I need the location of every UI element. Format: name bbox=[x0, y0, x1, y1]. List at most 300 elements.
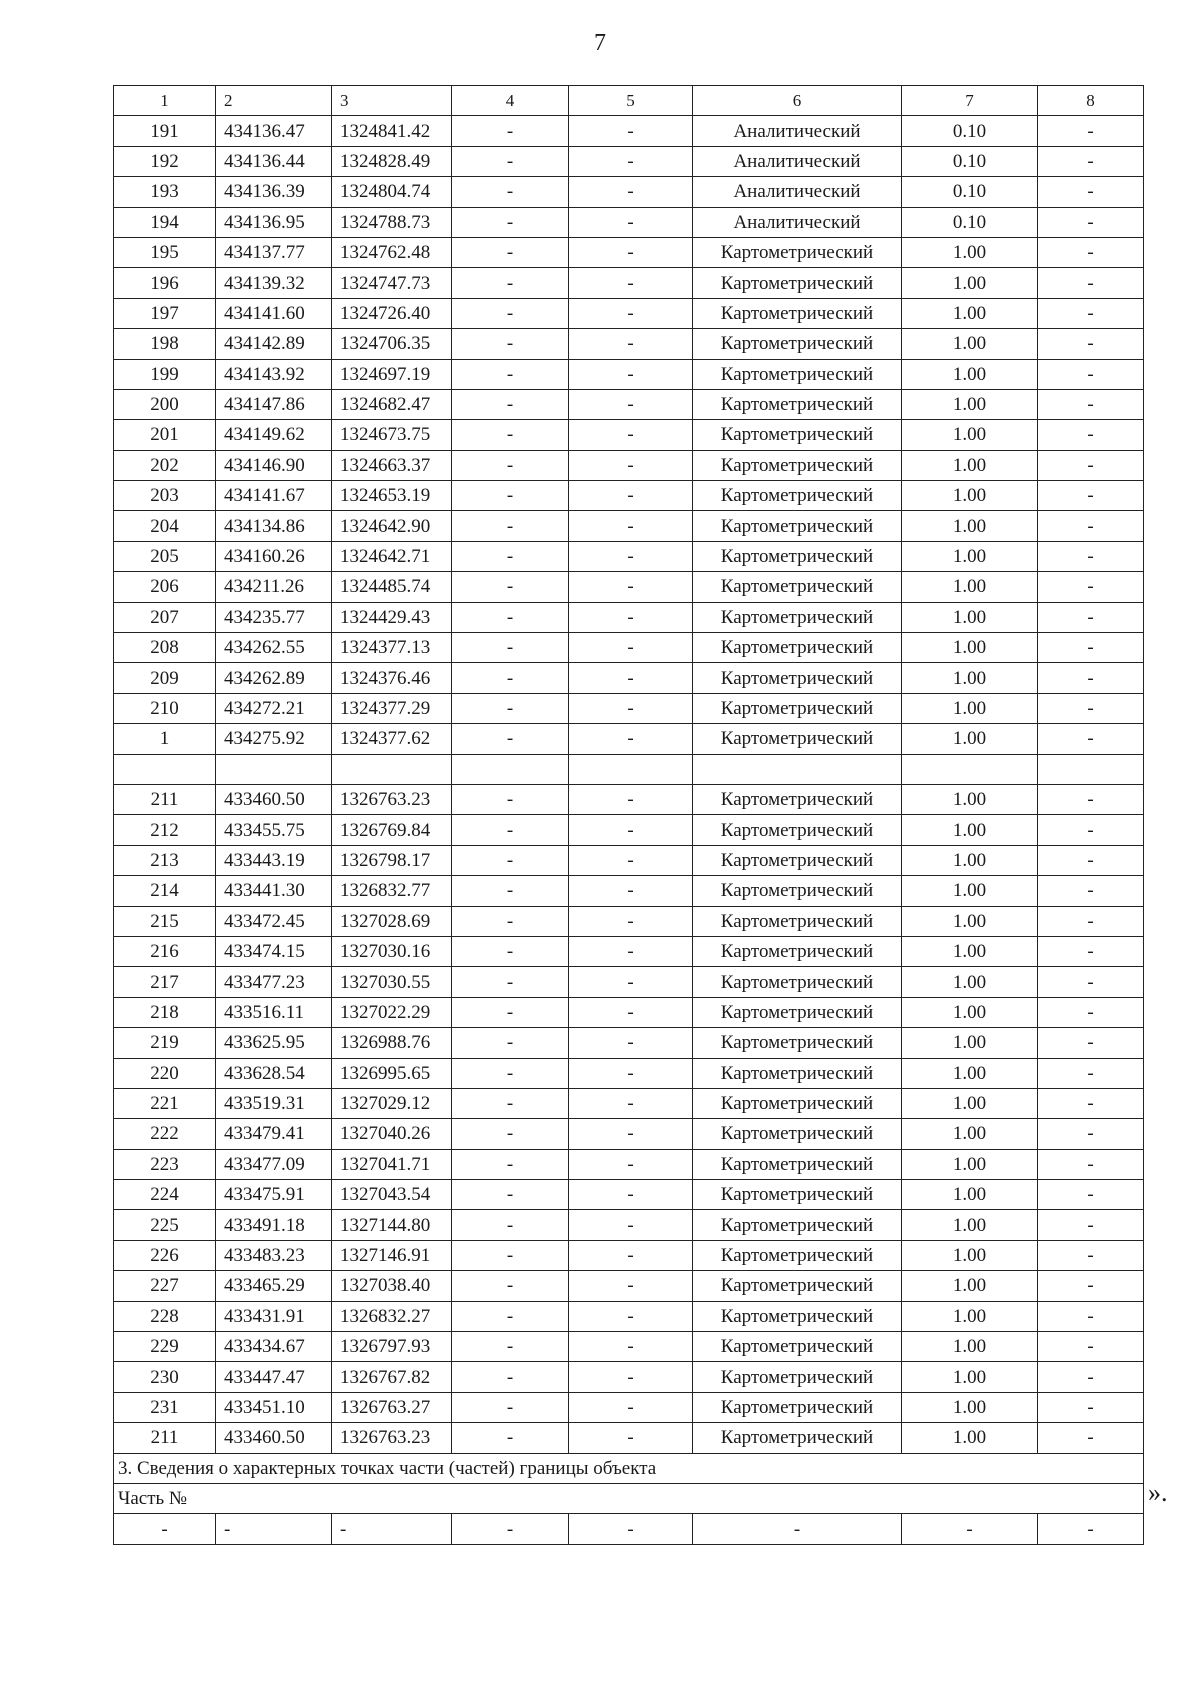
table-cell-col-2: 434275.92 bbox=[216, 724, 332, 754]
table-cell-col-2: 434136.44 bbox=[216, 146, 332, 176]
table-row bbox=[114, 997, 1144, 1027]
table-cell-col-3: 1324697.19 bbox=[332, 359, 452, 389]
table-cell-col-2: 434262.55 bbox=[216, 633, 332, 663]
table-cell-col-5: - bbox=[569, 1210, 693, 1240]
table-cell-col-1: 212 bbox=[114, 815, 216, 845]
table-cell-col-8: - bbox=[1038, 1423, 1144, 1453]
table-row-empty-values bbox=[114, 1514, 1144, 1544]
table-cell-col-2: 434143.92 bbox=[216, 359, 332, 389]
table-cell-col-7: 1.00 bbox=[902, 389, 1038, 419]
table-cell-col-5: - bbox=[569, 237, 693, 267]
table-cell-col-7: 1.00 bbox=[902, 1149, 1038, 1179]
table-cell-col-1: 222 bbox=[114, 1119, 216, 1149]
table-separator-row bbox=[114, 754, 1144, 784]
table-cell-col-6: Аналитический bbox=[693, 177, 902, 207]
table-cell-col-5: - bbox=[569, 1392, 693, 1422]
table-cell-col-3: 1326832.27 bbox=[332, 1301, 452, 1331]
table-cell-col-7: 1.00 bbox=[902, 481, 1038, 511]
table-row bbox=[114, 936, 1144, 966]
table-row bbox=[114, 1058, 1144, 1088]
table-cell-col-5: - bbox=[569, 967, 693, 997]
table-cell-col-6: Картометрический bbox=[693, 329, 902, 359]
table-cell-col-3: 1327029.12 bbox=[332, 1088, 452, 1118]
table-cell-col-3: 1324726.40 bbox=[332, 298, 452, 328]
closing-quote-mark: ». bbox=[1148, 1478, 1168, 1507]
table-cell-col-4: - bbox=[452, 541, 569, 571]
table-cell-col-5: - bbox=[569, 1028, 693, 1058]
table-row bbox=[114, 329, 1144, 359]
table-cell-col-7: 0.10 bbox=[902, 177, 1038, 207]
table-cell-col-6: Картометрический bbox=[693, 268, 902, 298]
table-cell-col-6: Картометрический bbox=[693, 511, 902, 541]
table-cell-col-7: 1.00 bbox=[902, 450, 1038, 480]
table-cell-col-8: - bbox=[1038, 1210, 1144, 1240]
table-cell-col-6: 6 bbox=[693, 86, 902, 116]
table-cell-col-8: - bbox=[1038, 329, 1144, 359]
empty-cell bbox=[569, 754, 693, 784]
table-cell-col-2: 433441.30 bbox=[216, 876, 332, 906]
table-cell-col-4: - bbox=[452, 693, 569, 723]
table-cell-col-3: 1324376.46 bbox=[332, 663, 452, 693]
table-cell-col-4: - bbox=[452, 1240, 569, 1270]
table-cell-col-3: 1324682.47 bbox=[332, 389, 452, 419]
table-cell-col-1: 231 bbox=[114, 1392, 216, 1422]
table-cell-col-4: - bbox=[452, 876, 569, 906]
table-cell-col-7: 1.00 bbox=[902, 967, 1038, 997]
table-cell-col-6: Картометрический bbox=[693, 815, 902, 845]
table-cell-col-1: 201 bbox=[114, 420, 216, 450]
table-cell-col-5: - bbox=[569, 602, 693, 632]
table-cell-col-4: - bbox=[452, 1028, 569, 1058]
table-cell-col-2: 434262.89 bbox=[216, 663, 332, 693]
table-cell-col-8: - bbox=[1038, 268, 1144, 298]
table-cell-col-3: 1327030.55 bbox=[332, 967, 452, 997]
table-cell-col-7: 0.10 bbox=[902, 116, 1038, 146]
table-cell-col-2: 433465.29 bbox=[216, 1271, 332, 1301]
table-cell-col-1: 207 bbox=[114, 602, 216, 632]
table-cell-col-7: 0.10 bbox=[902, 146, 1038, 176]
table-cell-col-3: 1324663.37 bbox=[332, 450, 452, 480]
table-row bbox=[114, 1423, 1144, 1453]
table-cell-col-4: - bbox=[452, 298, 569, 328]
table-cell-col-4: - bbox=[452, 724, 569, 754]
table-cell-col-3: 1324828.49 bbox=[332, 146, 452, 176]
table-row bbox=[114, 633, 1144, 663]
table-cell-col-6: Картометрический bbox=[693, 481, 902, 511]
table-cell-col-2: 433474.15 bbox=[216, 936, 332, 966]
table-cell-col-2: 434134.86 bbox=[216, 511, 332, 541]
table-cell-col-3: 1327038.40 bbox=[332, 1271, 452, 1301]
table-cell-col-1: 208 bbox=[114, 633, 216, 663]
table-cell-col-7: 1.00 bbox=[902, 815, 1038, 845]
table-cell-col-4: - bbox=[452, 572, 569, 602]
table-cell-col-2: 434160.26 bbox=[216, 541, 332, 571]
table-cell-col-4: - bbox=[452, 633, 569, 663]
table-cell-col-3: 1324788.73 bbox=[332, 207, 452, 237]
table-cell-col-1: 205 bbox=[114, 541, 216, 571]
table-cell-col-3: 1326798.17 bbox=[332, 845, 452, 875]
table-cell-col-4: - bbox=[452, 906, 569, 936]
table-cell-col-6: Картометрический bbox=[693, 1210, 902, 1240]
table-cell-col-3: 1324485.74 bbox=[332, 572, 452, 602]
table-cell-col-1: 198 bbox=[114, 329, 216, 359]
table-cell-col-5: - bbox=[569, 906, 693, 936]
table-row bbox=[114, 1332, 1144, 1362]
table-cell-col-3: 1327030.16 bbox=[332, 936, 452, 966]
table-cell-col-6: Картометрический bbox=[693, 663, 902, 693]
table-cell-col-2: 434141.60 bbox=[216, 298, 332, 328]
table-cell-col-6: Картометрический bbox=[693, 906, 902, 936]
table-cell-col-2: 433447.47 bbox=[216, 1362, 332, 1392]
table-cell-col-4: - bbox=[452, 511, 569, 541]
table-cell-col-6: Картометрический bbox=[693, 541, 902, 571]
table-cell-col-4: - bbox=[452, 1514, 569, 1544]
table-cell-col-3: 1324642.71 bbox=[332, 541, 452, 571]
table-cell-col-8: - bbox=[1038, 420, 1144, 450]
table-cell-col-5: - bbox=[569, 693, 693, 723]
table-cell-col-3: 1327022.29 bbox=[332, 997, 452, 1027]
table-cell-col-7: 1.00 bbox=[902, 541, 1038, 571]
table-cell-col-6: Картометрический bbox=[693, 1058, 902, 1088]
table-cell-col-2: 433628.54 bbox=[216, 1058, 332, 1088]
table-cell-col-5: - bbox=[569, 997, 693, 1027]
table-row bbox=[114, 1240, 1144, 1270]
empty-cell bbox=[902, 754, 1038, 784]
table-row bbox=[114, 663, 1144, 693]
table-cell-col-7: 1.00 bbox=[902, 1088, 1038, 1118]
table-row bbox=[114, 389, 1144, 419]
table-cell-col-6: Картометрический bbox=[693, 1362, 902, 1392]
table-cell-col-1: 1 bbox=[114, 724, 216, 754]
coordinates-table bbox=[113, 85, 1144, 1545]
table-row bbox=[114, 602, 1144, 632]
table-cell-col-3: 1326763.23 bbox=[332, 1423, 452, 1453]
table-cell-col-6: Картометрический bbox=[693, 237, 902, 267]
table-cell-col-7: 1.00 bbox=[902, 876, 1038, 906]
table-cell-col-5: - bbox=[569, 177, 693, 207]
table-cell-col-2: 434211.26 bbox=[216, 572, 332, 602]
table-cell-col-8: - bbox=[1038, 1332, 1144, 1362]
table-cell-col-7: 1.00 bbox=[902, 298, 1038, 328]
table-cell-col-8: - bbox=[1038, 1392, 1144, 1422]
section-3-row bbox=[114, 1453, 1144, 1483]
table-cell-col-7: 1.00 bbox=[902, 936, 1038, 966]
table-row bbox=[114, 1028, 1144, 1058]
table-row bbox=[114, 906, 1144, 936]
table-cell-col-6: Картометрический bbox=[693, 1240, 902, 1270]
empty-cell bbox=[452, 754, 569, 784]
table-cell-col-5: - bbox=[569, 1180, 693, 1210]
table-cell-col-3: 1324429.43 bbox=[332, 602, 452, 632]
table-row bbox=[114, 967, 1144, 997]
table-cell-col-8: - bbox=[1038, 997, 1144, 1027]
table-cell-col-6: Картометрический bbox=[693, 1088, 902, 1118]
table-cell-col-4: - bbox=[452, 329, 569, 359]
table-cell-col-6: Аналитический bbox=[693, 207, 902, 237]
table-cell-col-7: 1.00 bbox=[902, 420, 1038, 450]
table-cell-col-3: 1327144.80 bbox=[332, 1210, 452, 1240]
table-cell-col-3: 1326767.82 bbox=[332, 1362, 452, 1392]
table-cell-col-8: - bbox=[1038, 845, 1144, 875]
table-row bbox=[114, 298, 1144, 328]
table-cell-col-8: - bbox=[1038, 936, 1144, 966]
table-cell-col-2: 433477.09 bbox=[216, 1149, 332, 1179]
table-cell-col-2: 433431.91 bbox=[216, 1301, 332, 1331]
table-cell-col-4: - bbox=[452, 207, 569, 237]
table-cell-col-2: 433455.75 bbox=[216, 815, 332, 845]
part-number-row bbox=[114, 1483, 1144, 1513]
table-cell-col-4: - bbox=[452, 450, 569, 480]
table-cell-col-7: 1.00 bbox=[902, 237, 1038, 267]
table-cell-col-1: 210 bbox=[114, 693, 216, 723]
table-cell-col-2: 433519.31 bbox=[216, 1088, 332, 1118]
table-cell-col-3: 1324377.29 bbox=[332, 693, 452, 723]
table-cell-col-7: 1.00 bbox=[902, 1210, 1038, 1240]
table-cell-col-1: 206 bbox=[114, 572, 216, 602]
table-cell-col-8: - bbox=[1038, 1514, 1144, 1544]
table-cell-col-6: Картометрический bbox=[693, 967, 902, 997]
table-cell-col-7: 1.00 bbox=[902, 1058, 1038, 1088]
table-cell-col-5: - bbox=[569, 663, 693, 693]
table-body bbox=[114, 86, 1144, 1545]
table-row bbox=[114, 815, 1144, 845]
table-cell-col-4: - bbox=[452, 177, 569, 207]
table-cell-col-8: - bbox=[1038, 359, 1144, 389]
table-cell-col-8: - bbox=[1038, 1301, 1144, 1331]
table-cell-col-5: - bbox=[569, 1119, 693, 1149]
table-cell-col-7: 1.00 bbox=[902, 1119, 1038, 1149]
table-cell-col-5: - bbox=[569, 936, 693, 966]
table-cell-col-6: Картометрический bbox=[693, 1149, 902, 1179]
table-cell-col-7: 1.00 bbox=[902, 572, 1038, 602]
table-cell-col-2: 433479.41 bbox=[216, 1119, 332, 1149]
table-cell-col-4: - bbox=[452, 359, 569, 389]
table-cell-col-3: 1324706.35 bbox=[332, 329, 452, 359]
table-cell-col-5: - bbox=[569, 1240, 693, 1270]
table-cell-col-2: 434235.77 bbox=[216, 602, 332, 632]
table-cell-col-1: 230 bbox=[114, 1362, 216, 1392]
table-cell-col-1: 213 bbox=[114, 845, 216, 875]
table-cell-col-1: 193 bbox=[114, 177, 216, 207]
table-cell-col-1: 194 bbox=[114, 207, 216, 237]
table-cell-col-6: Аналитический bbox=[693, 146, 902, 176]
table-cell-col-8: - bbox=[1038, 633, 1144, 663]
table-cell-col-1: 218 bbox=[114, 997, 216, 1027]
table-cell-col-8: - bbox=[1038, 511, 1144, 541]
table-cell-col-6: Картометрический bbox=[693, 845, 902, 875]
table-cell-col-4: - bbox=[452, 1119, 569, 1149]
table-cell-col-1: 214 bbox=[114, 876, 216, 906]
table-cell-col-5: - bbox=[569, 572, 693, 602]
table-cell-col-6: Картометрический bbox=[693, 298, 902, 328]
table-row bbox=[114, 1362, 1144, 1392]
table-row bbox=[114, 268, 1144, 298]
table-cell-col-3: 1324673.75 bbox=[332, 420, 452, 450]
table-cell-col-1: 211 bbox=[114, 1423, 216, 1453]
table-cell-col-1: 211 bbox=[114, 784, 216, 814]
empty-cell bbox=[332, 754, 452, 784]
table-cell-col-2: 433443.19 bbox=[216, 845, 332, 875]
table-row bbox=[114, 784, 1144, 814]
table-cell-col-8: - bbox=[1038, 967, 1144, 997]
table-row bbox=[114, 1301, 1144, 1331]
table-cell-col-8: - bbox=[1038, 1149, 1144, 1179]
table-cell-col-6: Картометрический bbox=[693, 1119, 902, 1149]
table-row bbox=[114, 481, 1144, 511]
table-cell-col-1: 229 bbox=[114, 1332, 216, 1362]
table-cell-col-1: 1 bbox=[114, 86, 216, 116]
table-cell-col-8: - bbox=[1038, 450, 1144, 480]
table-cell-col-5: - bbox=[569, 633, 693, 663]
table-cell-col-7: 1.00 bbox=[902, 1271, 1038, 1301]
table-cell-col-3: 1324841.42 bbox=[332, 116, 452, 146]
table-cell-col-5: - bbox=[569, 1058, 693, 1088]
table-cell-col-7: 1.00 bbox=[902, 845, 1038, 875]
table-cell-col-1: - bbox=[114, 1514, 216, 1544]
table-cell-col-2: 434139.32 bbox=[216, 268, 332, 298]
table-cell-col-2: 434272.21 bbox=[216, 693, 332, 723]
table-cell-col-4: - bbox=[452, 602, 569, 632]
table-cell-col-7: 1.00 bbox=[902, 906, 1038, 936]
table-cell-col-8: - bbox=[1038, 116, 1144, 146]
table-cell-col-2: 434147.86 bbox=[216, 389, 332, 419]
table-cell-col-6: Картометрический bbox=[693, 936, 902, 966]
table-cell-col-7: 1.00 bbox=[902, 511, 1038, 541]
table-cell-col-6: Картометрический bbox=[693, 1180, 902, 1210]
table-cell-col-2: 433516.11 bbox=[216, 997, 332, 1027]
empty-cell bbox=[693, 754, 902, 784]
table-cell-col-2: 433625.95 bbox=[216, 1028, 332, 1058]
table-cell-col-5: - bbox=[569, 389, 693, 419]
table-cell-col-5: - bbox=[569, 146, 693, 176]
table-cell-col-7: 7 bbox=[902, 86, 1038, 116]
table-cell-col-4: - bbox=[452, 1362, 569, 1392]
table-cell-col-1: 228 bbox=[114, 1301, 216, 1331]
table-cell-col-7: 1.00 bbox=[902, 633, 1038, 663]
table-cell-col-4: - bbox=[452, 1210, 569, 1240]
table-cell-col-3: 1327146.91 bbox=[332, 1240, 452, 1270]
table-cell-col-6: Картометрический bbox=[693, 633, 902, 663]
table-cell-col-6: Картометрический bbox=[693, 359, 902, 389]
table-cell-col-5: - bbox=[569, 1423, 693, 1453]
table-cell-col-8: - bbox=[1038, 298, 1144, 328]
table-cell-col-3: 1324377.13 bbox=[332, 633, 452, 663]
table-cell-col-2: 434149.62 bbox=[216, 420, 332, 450]
table-cell-col-5: - bbox=[569, 268, 693, 298]
table-cell-col-1: 217 bbox=[114, 967, 216, 997]
table-cell-col-4: - bbox=[452, 815, 569, 845]
table-cell-col-5: - bbox=[569, 1088, 693, 1118]
table-cell-col-1: 223 bbox=[114, 1149, 216, 1179]
table-cell-col-3: 1327040.26 bbox=[332, 1119, 452, 1149]
table-row bbox=[114, 359, 1144, 389]
table-cell-col-2: 433477.23 bbox=[216, 967, 332, 997]
table-cell-col-4: - bbox=[452, 1271, 569, 1301]
table-cell-col-1: 200 bbox=[114, 389, 216, 419]
table-cell-col-3: - bbox=[332, 1514, 452, 1544]
table-cell-col-7: 1.00 bbox=[902, 724, 1038, 754]
table-cell-col-7: 1.00 bbox=[902, 1180, 1038, 1210]
table-cell-col-8: - bbox=[1038, 693, 1144, 723]
table-cell-col-8: - bbox=[1038, 602, 1144, 632]
table-cell-col-3: 3 bbox=[332, 86, 452, 116]
table-cell-col-8: 8 bbox=[1038, 86, 1144, 116]
table-cell-col-8: - bbox=[1038, 1362, 1144, 1392]
table-cell-col-6: Картометрический bbox=[693, 450, 902, 480]
table-cell-col-5: - bbox=[569, 450, 693, 480]
table-cell-col-7: 1.00 bbox=[902, 1362, 1038, 1392]
table-cell-col-7: 1.00 bbox=[902, 1028, 1038, 1058]
table-cell-col-2: 433434.67 bbox=[216, 1332, 332, 1362]
table-cell-col-5: - bbox=[569, 1301, 693, 1331]
table-cell-col-7: 1.00 bbox=[902, 602, 1038, 632]
table-cell-col-7: 1.00 bbox=[902, 329, 1038, 359]
table-row bbox=[114, 177, 1144, 207]
table-cell-col-7: 1.00 bbox=[902, 1240, 1038, 1270]
table-cell-col-7: 1.00 bbox=[902, 1332, 1038, 1362]
table-cell-col-4: - bbox=[452, 1058, 569, 1088]
table-cell-col-2: - bbox=[216, 1514, 332, 1544]
table-cell-col-6: Картометрический bbox=[693, 1423, 902, 1453]
table-cell-col-2: 434136.47 bbox=[216, 116, 332, 146]
table-cell-col-7: 1.00 bbox=[902, 1392, 1038, 1422]
table-cell-col-1: 220 bbox=[114, 1058, 216, 1088]
page-number: 7 bbox=[594, 30, 606, 56]
table-row bbox=[114, 876, 1144, 906]
table-cell-col-7: - bbox=[902, 1514, 1038, 1544]
table-cell-col-8: - bbox=[1038, 1180, 1144, 1210]
table-cell-col-1: 219 bbox=[114, 1028, 216, 1058]
table-cell-col-6: - bbox=[693, 1514, 902, 1544]
table-row bbox=[114, 237, 1144, 267]
table-cell-col-5: - bbox=[569, 116, 693, 146]
table-cell-col-1: 226 bbox=[114, 1240, 216, 1270]
table-cell-col-3: 1324804.74 bbox=[332, 177, 452, 207]
table-cell-col-8: - bbox=[1038, 541, 1144, 571]
table-cell-col-1: 209 bbox=[114, 663, 216, 693]
table-cell-col-1: 202 bbox=[114, 450, 216, 480]
table-cell-col-2: 434137.77 bbox=[216, 237, 332, 267]
table-cell-col-4: - bbox=[452, 663, 569, 693]
table-cell-col-2: 2 bbox=[216, 86, 332, 116]
table-cell-col-3: 1324377.62 bbox=[332, 724, 452, 754]
table-cell-col-5: - bbox=[569, 1332, 693, 1362]
table-cell-col-4: - bbox=[452, 268, 569, 298]
table-cell-col-4: - bbox=[452, 420, 569, 450]
table-cell-col-2: 433475.91 bbox=[216, 1180, 332, 1210]
table-cell-col-7: 1.00 bbox=[902, 1423, 1038, 1453]
table-cell-col-4: - bbox=[452, 845, 569, 875]
table-cell-col-6: Картометрический bbox=[693, 389, 902, 419]
table-cell-col-5: 5 bbox=[569, 86, 693, 116]
part-number-label: Часть № bbox=[114, 1483, 1144, 1513]
table-cell-col-8: - bbox=[1038, 177, 1144, 207]
table-cell-col-8: - bbox=[1038, 784, 1144, 814]
table-cell-col-8: - bbox=[1038, 1271, 1144, 1301]
table-row bbox=[114, 511, 1144, 541]
table-cell-col-8: - bbox=[1038, 815, 1144, 845]
table-cell-col-8: - bbox=[1038, 389, 1144, 419]
table-row bbox=[114, 845, 1144, 875]
table-cell-col-3: 1324747.73 bbox=[332, 268, 452, 298]
table-row bbox=[114, 450, 1144, 480]
table-cell-col-2: 434136.39 bbox=[216, 177, 332, 207]
table-row bbox=[114, 693, 1144, 723]
empty-cell bbox=[216, 754, 332, 784]
table-cell-col-6: Картометрический bbox=[693, 1301, 902, 1331]
table-cell-col-8: - bbox=[1038, 572, 1144, 602]
empty-cell bbox=[114, 754, 216, 784]
